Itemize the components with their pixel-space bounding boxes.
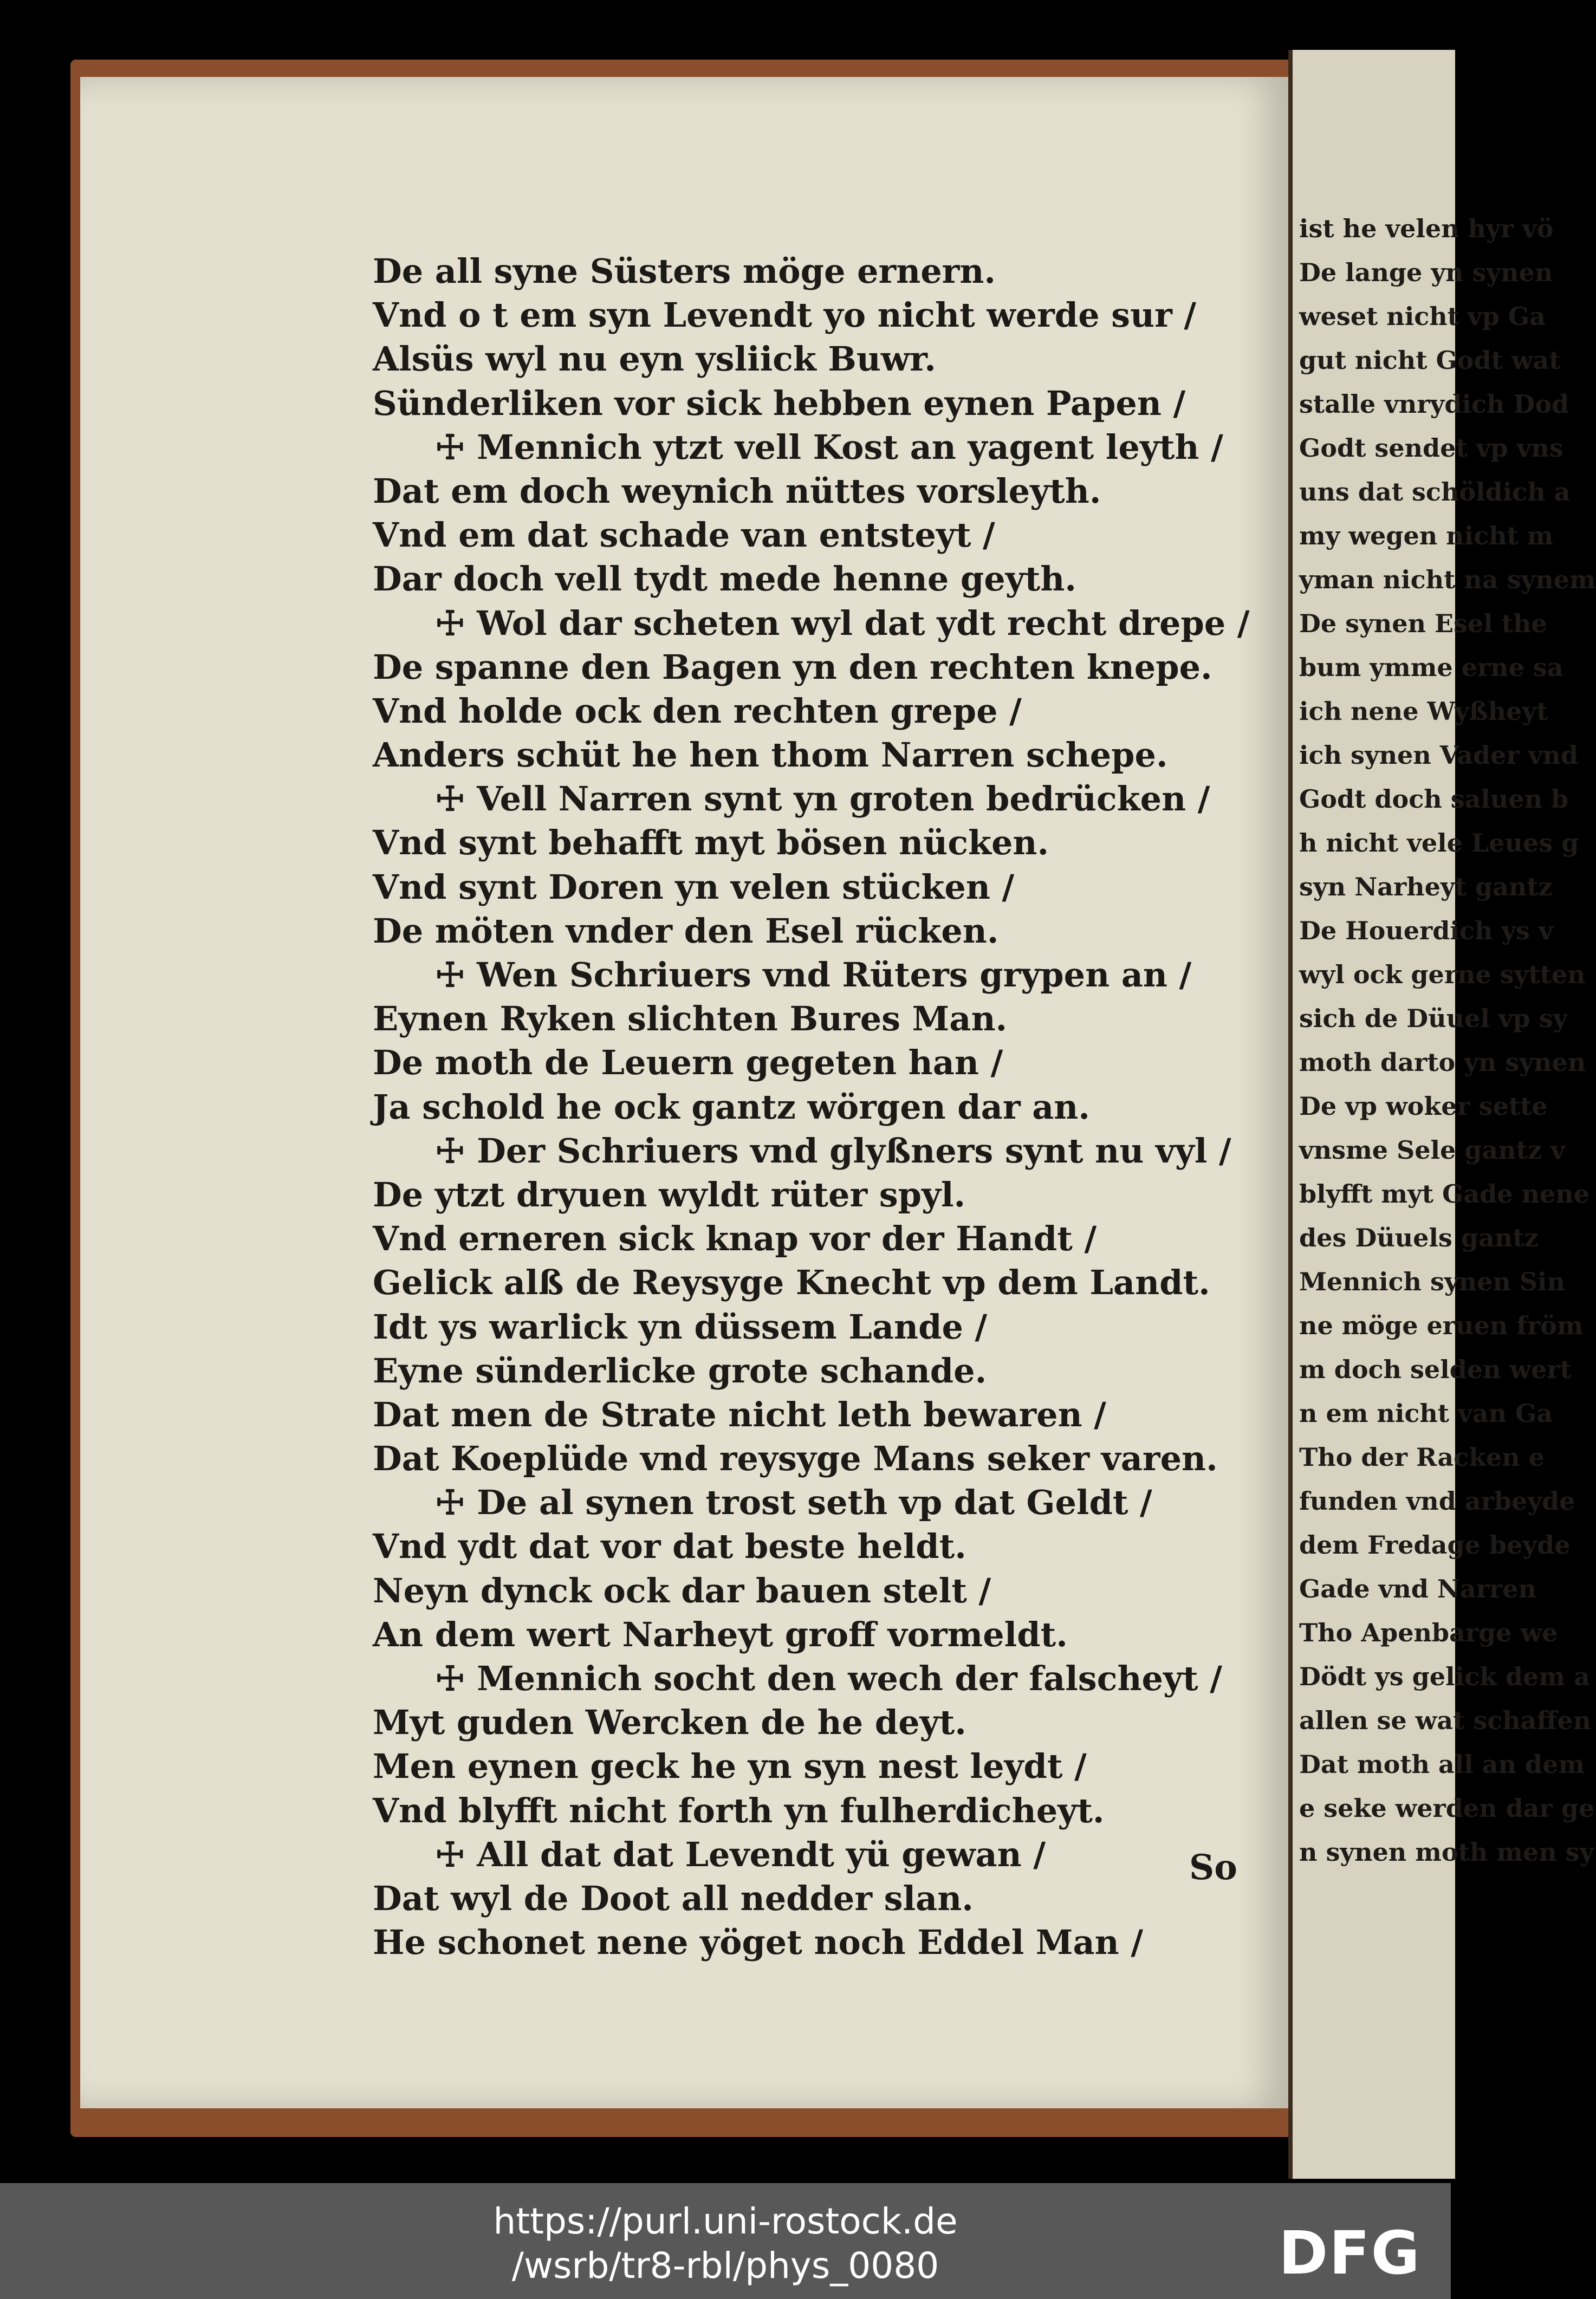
- text-line: ☩ Mennich socht den wech der falscheyt /: [435, 1659, 1222, 1698]
- text-line: Alsüs wyl nu eyn ysliick Buwr.: [373, 339, 936, 379]
- text-line: Myt guden Wercken de he deyt.: [373, 1703, 966, 1743]
- facing-text-line: n em nicht van Ga: [1299, 1399, 1553, 1428]
- text-line: De spanne den Bagen yn den rechten knepe.: [373, 647, 1212, 687]
- text-line: Vnd holde ock den rechten grepe /: [373, 691, 1022, 731]
- text-line: De ytzt dryuen wyldt rüter spyl.: [373, 1174, 966, 1215]
- text-line: An dem wert Narheyt groff vormeldt.: [373, 1614, 1068, 1654]
- text-line: Eyne sünderlicke grote schande.: [373, 1350, 987, 1391]
- text-line: Vnd synt Doren yn velen stücken /: [373, 867, 1015, 907]
- text-line: Dat em doch weynich nüttes vorsleyth.: [373, 471, 1101, 511]
- facing-text-line: Gade vnd Narren: [1299, 1574, 1536, 1603]
- facing-text-line: De synen Esel the: [1299, 609, 1547, 638]
- facing-text-line: vnsme Sele gantz v: [1299, 1135, 1565, 1165]
- facing-text-line: Godt sendet vp vns: [1299, 433, 1563, 463]
- facing-text-line: gut nicht Godt wat: [1299, 346, 1561, 375]
- text-line: Gelick alß de Reysyge Knecht vp dem Landt.: [373, 1263, 1210, 1303]
- text-line: Idt ys warlick yn düssem Lande /: [373, 1307, 988, 1347]
- facing-page: [1288, 50, 1596, 2179]
- text-line: ☩ Wen Schriuers vnd Rüters grypen an /: [435, 955, 1192, 995]
- facing-text-line: Godt doch saluen b: [1299, 784, 1569, 814]
- text-line: Eynen Ryken slichten Bures Man.: [373, 999, 1008, 1039]
- facing-text-line: sich de Düuel vp sy: [1299, 1004, 1568, 1033]
- text-line: Dat Koeplüde vnd reysyge Mans seker varen.: [373, 1439, 1218, 1479]
- text-line: De moth de Leuern gegeten han /: [373, 1043, 1003, 1083]
- facing-text-line: allen se wat schaffen: [1299, 1706, 1591, 1735]
- text-line: De all syne Süsters möge ernern.: [373, 251, 996, 291]
- facing-text-line: m doch selden wert: [1299, 1355, 1572, 1384]
- facing-text-line: ich nene Wyßheyt: [1299, 697, 1548, 726]
- facing-text-line: syn Narheyt gantz: [1299, 872, 1553, 901]
- text-line: Vnd o t em syn Levendt yo nicht werde sur /: [373, 295, 1197, 335]
- facing-text-line: moth darto yn synen: [1299, 1048, 1586, 1077]
- book-page: [80, 77, 1288, 2108]
- text-line: Vnd synt behafft myt bösen nücken.: [373, 823, 1049, 863]
- facing-text-line: De Houerdich ys v: [1299, 916, 1553, 945]
- page-text: [373, 249, 1348, 1964]
- facing-text-line: n synen moth men sy: [1299, 1837, 1594, 1867]
- text-line: De möten vnder den Esel rücken.: [373, 911, 999, 951]
- text-line: Vnd blyfft nicht forth yn fulherdicheyt.: [373, 1790, 1105, 1830]
- facing-text-line: stalle vnrydich Dod: [1299, 389, 1569, 419]
- catchword: So: [1189, 1847, 1237, 1888]
- facing-text-line: Tho der Racken e: [1299, 1443, 1545, 1472]
- facing-text-line: De lange yn synen: [1299, 258, 1553, 287]
- facing-text-line: uns dat schöldich a: [1299, 477, 1571, 506]
- facing-text-line: dem Fredage beyde: [1299, 1530, 1571, 1560]
- text-line: Dar doch vell tydt mede henne geyth.: [373, 559, 1076, 599]
- facing-text-line: Dat moth all an dem: [1299, 1750, 1585, 1779]
- facing-text-line: De vp woker sette: [1299, 1092, 1548, 1121]
- text-line: ☩ Wol dar scheten wyl dat ydt recht drepe /: [435, 603, 1250, 643]
- facing-text-line: blyfft myt Gade nene: [1299, 1179, 1590, 1209]
- text-line: ☩ Mennich ytzt vell Kost an yagent leyth /: [435, 427, 1223, 467]
- text-line: Sünderliken vor sick hebben eynen Papen /: [373, 383, 1186, 423]
- facing-text-line: weset nicht vp Ga: [1299, 302, 1546, 331]
- text-line: Dat wyl de Doot all nedder slan.: [373, 1878, 974, 1918]
- facing-text-line: des Düuels gantz: [1299, 1223, 1539, 1252]
- facing-text-line: Mennich synen Sin: [1299, 1267, 1565, 1296]
- facing-text-line: my wegen nicht m: [1299, 521, 1554, 550]
- text-line: He schonet nene yöget noch Eddel Man /: [373, 1923, 1143, 1963]
- facing-text-line: ich synen Vader vnd: [1299, 741, 1579, 770]
- text-line: Neyn dynck ock dar bauen stelt /: [373, 1570, 991, 1610]
- text-line: Dat men de Strate nicht leth bewaren /: [373, 1394, 1106, 1434]
- permalink-line-1[interactable]: https://purl.uni-rostock.de: [493, 2200, 958, 2242]
- text-line: ☩ All dat dat Levendt yü gewan /: [435, 1834, 1046, 1874]
- text-line: Vnd erneren sick knap vor der Handt /: [373, 1219, 1097, 1259]
- facing-text-line: wyl ock gerne sytten: [1299, 960, 1586, 989]
- facing-text-line: yman nicht na synem: [1299, 565, 1596, 594]
- permalink-line-2[interactable]: /wsrb/tr8-rbl/phys_0080: [511, 2245, 939, 2287]
- text-line: Anders schüt he hen thom Narren schepe.: [373, 735, 1168, 775]
- facing-text-line: funden vnd arbeyde: [1299, 1486, 1575, 1516]
- facing-text-line: e seke werden dar ge: [1299, 1794, 1595, 1823]
- facing-text-line: ist he velen hyr vö: [1299, 214, 1554, 243]
- facing-page-text: [1299, 207, 1596, 1874]
- text-line: ☩ Der Schriuers vnd glyßners synt nu vyl /: [435, 1131, 1231, 1171]
- permalink[interactable]: [0, 2199, 1451, 2288]
- text-line: ☩ De al synen trost seth vp dat Geldt /: [435, 1483, 1152, 1523]
- facing-text-line: Tho Apenbarge we: [1299, 1618, 1558, 1647]
- facing-text-line: ne möge eruen fröm: [1299, 1311, 1584, 1340]
- text-line: Ja schold he ock gantz wörgen dar an.: [373, 1087, 1090, 1127]
- text-line: Vnd em dat schade van entsteyt /: [373, 515, 995, 555]
- dfg-logo: DFG: [1279, 2218, 1421, 2288]
- text-line: ☩ Vell Narren synt yn groten bedrücken /: [435, 779, 1210, 819]
- text-line: Vnd ydt dat vor dat beste heldt.: [373, 1527, 966, 1567]
- facing-text-line: Dödt ys gelick dem a: [1299, 1662, 1590, 1691]
- footer-bar: [0, 2183, 1451, 2299]
- facing-text-line: bum ymme erne sa: [1299, 653, 1563, 682]
- facing-text-line: h nicht vele Leues g: [1299, 828, 1579, 858]
- text-line: Men eynen geck he yn syn nest leydt /: [373, 1746, 1087, 1787]
